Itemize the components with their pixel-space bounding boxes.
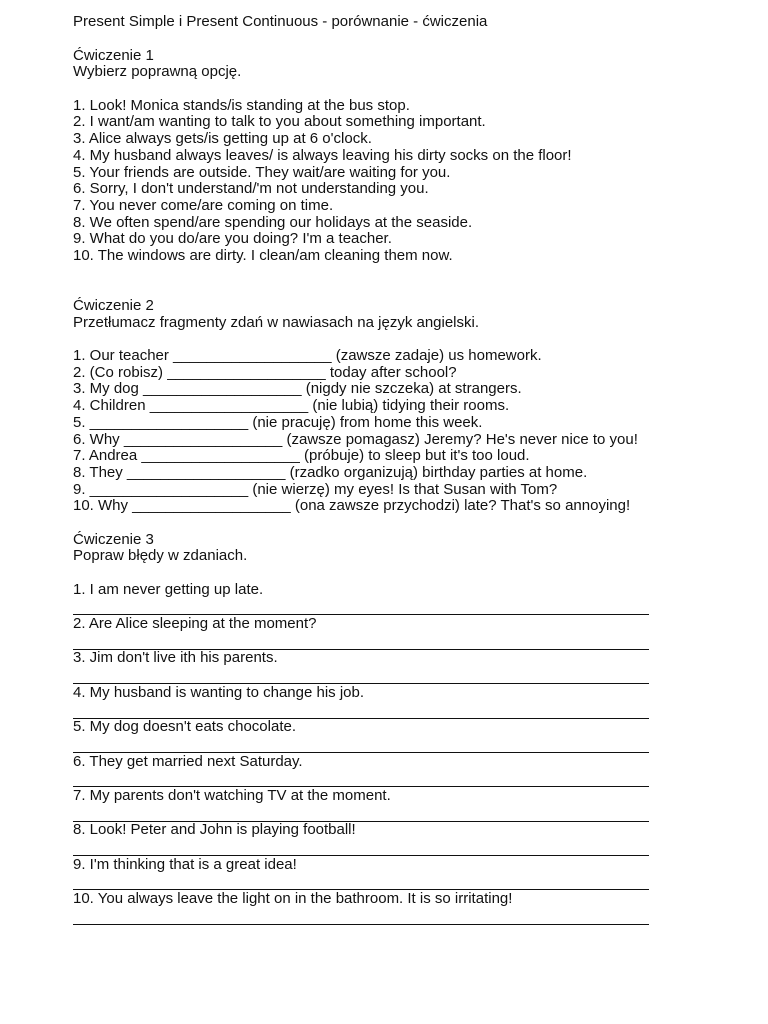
exercise-3-heading: Ćwiczenie 3	[73, 530, 154, 548]
exercise-1-item: 6. Sorry, I don't understand/'m not understanding you.	[73, 180, 429, 198]
answer-line[interactable]	[73, 633, 649, 650]
answer-line[interactable]	[73, 873, 649, 890]
answer-line[interactable]	[73, 667, 649, 684]
answer-line[interactable]	[73, 770, 649, 787]
exercise-1-item: 4. My husband always leaves/ is always leaving his dirty socks on the floor!	[73, 146, 572, 164]
exercise-2-item: 2. (Co robisz) ___________________ today after school?	[73, 363, 457, 381]
exercise-1-item: 10. The windows are dirty. I clean/am cleaning them now.	[73, 246, 453, 264]
exercise-2-item: 6. Why ___________________ (zawsze pomagasz) Jeremy? He's never nice to you!	[73, 430, 638, 448]
exercise-1-item: 2. I want/am wanting to talk to you about something important.	[73, 113, 486, 131]
exercise-3-instruction: Popraw błędy w zdaniach.	[73, 547, 248, 565]
exercise-3-item: 5. My dog doesn't eats chocolate.	[73, 718, 297, 736]
exercise-3-item: 10. You always leave the light on in the bathroom. It is so irritating!	[73, 890, 513, 908]
exercise-1-item: 8. We often spend/are spending our holidays at the seaside.	[73, 213, 473, 231]
answer-line[interactable]	[73, 805, 649, 822]
worksheet-title: Present Simple i Present Continuous - porównanie - ćwiczenia	[73, 13, 488, 30]
exercise-3-item: 7. My parents don't watching TV at the moment.	[73, 786, 391, 804]
exercise-1	[73, 48, 733, 265]
exercise-3-item: 6. They get married next Saturday.	[73, 752, 303, 770]
exercise-1-item: 5. Your friends are outside. They wait/are waiting for you.	[73, 163, 451, 181]
exercise-2-item: 1. Our teacher ___________________ (zawsze zadaje) us homework.	[73, 347, 542, 365]
exercise-3-item: 9. I'm thinking that is a great idea!	[73, 855, 297, 873]
exercise-3	[73, 532, 733, 925]
exercise-1-heading: Ćwiczenie 1	[73, 46, 154, 64]
exercise-2	[73, 298, 733, 515]
exercise-2-instruction: Przetłumacz fragmenty zdań w nawiasach na język angielski.	[73, 313, 480, 331]
worksheet-page	[73, 14, 733, 925]
exercise-3-item: 2. Are Alice sleeping at the moment?	[73, 615, 317, 633]
exercise-2-item: 8. They ___________________ (rzadko organizują) birthday parties at home.	[73, 463, 588, 481]
exercise-1-item: 7. You never come/are coming on time.	[73, 196, 334, 214]
exercise-3-item: 4. My husband is wanting to change his job.	[73, 683, 365, 701]
exercise-2-item: 4. Children ___________________ (nie lubią) tidying their rooms.	[73, 397, 510, 415]
answer-line[interactable]	[73, 702, 649, 719]
exercise-3-item: 8. Look! Peter and John is playing football!	[73, 821, 356, 839]
exercise-1-item: 1. Look! Monica stands/is standing at the bus stop.	[73, 96, 410, 114]
answer-line[interactable]	[73, 736, 649, 753]
exercise-3-item: 3. Jim don't live ith his parents.	[73, 649, 278, 667]
exercise-2-heading: Ćwiczenie 2	[73, 297, 154, 315]
answer-line[interactable]	[73, 598, 649, 615]
exercise-2-item: 10. Why ___________________ (ona zawsze przychodzi) late? That's so annoying!	[73, 497, 631, 515]
exercise-2-item: 5. ___________________ (nie pracuję) from home this week.	[73, 413, 483, 431]
exercise-2-item: 9. ___________________ (nie wierzę) my eyes! Is that Susan with Tom?	[73, 480, 558, 498]
exercise-1-item: 3. Alice always gets/is getting up at 6 o'clock.	[73, 130, 372, 148]
exercise-3-item: 1. I am never getting up late.	[73, 580, 264, 598]
exercise-1-instruction: Wybierz poprawną opcję.	[73, 63, 242, 81]
exercise-1-item: 9. What do you do/are you doing? I'm a teacher.	[73, 230, 392, 248]
exercise-2-item: 3. My dog ___________________ (nigdy nie szczeka) at strangers.	[73, 380, 522, 398]
answer-line[interactable]	[73, 908, 649, 925]
exercise-2-item: 7. Andrea ___________________ (próbuje) to sleep but it's too loud.	[73, 447, 530, 465]
answer-line[interactable]	[73, 839, 649, 856]
